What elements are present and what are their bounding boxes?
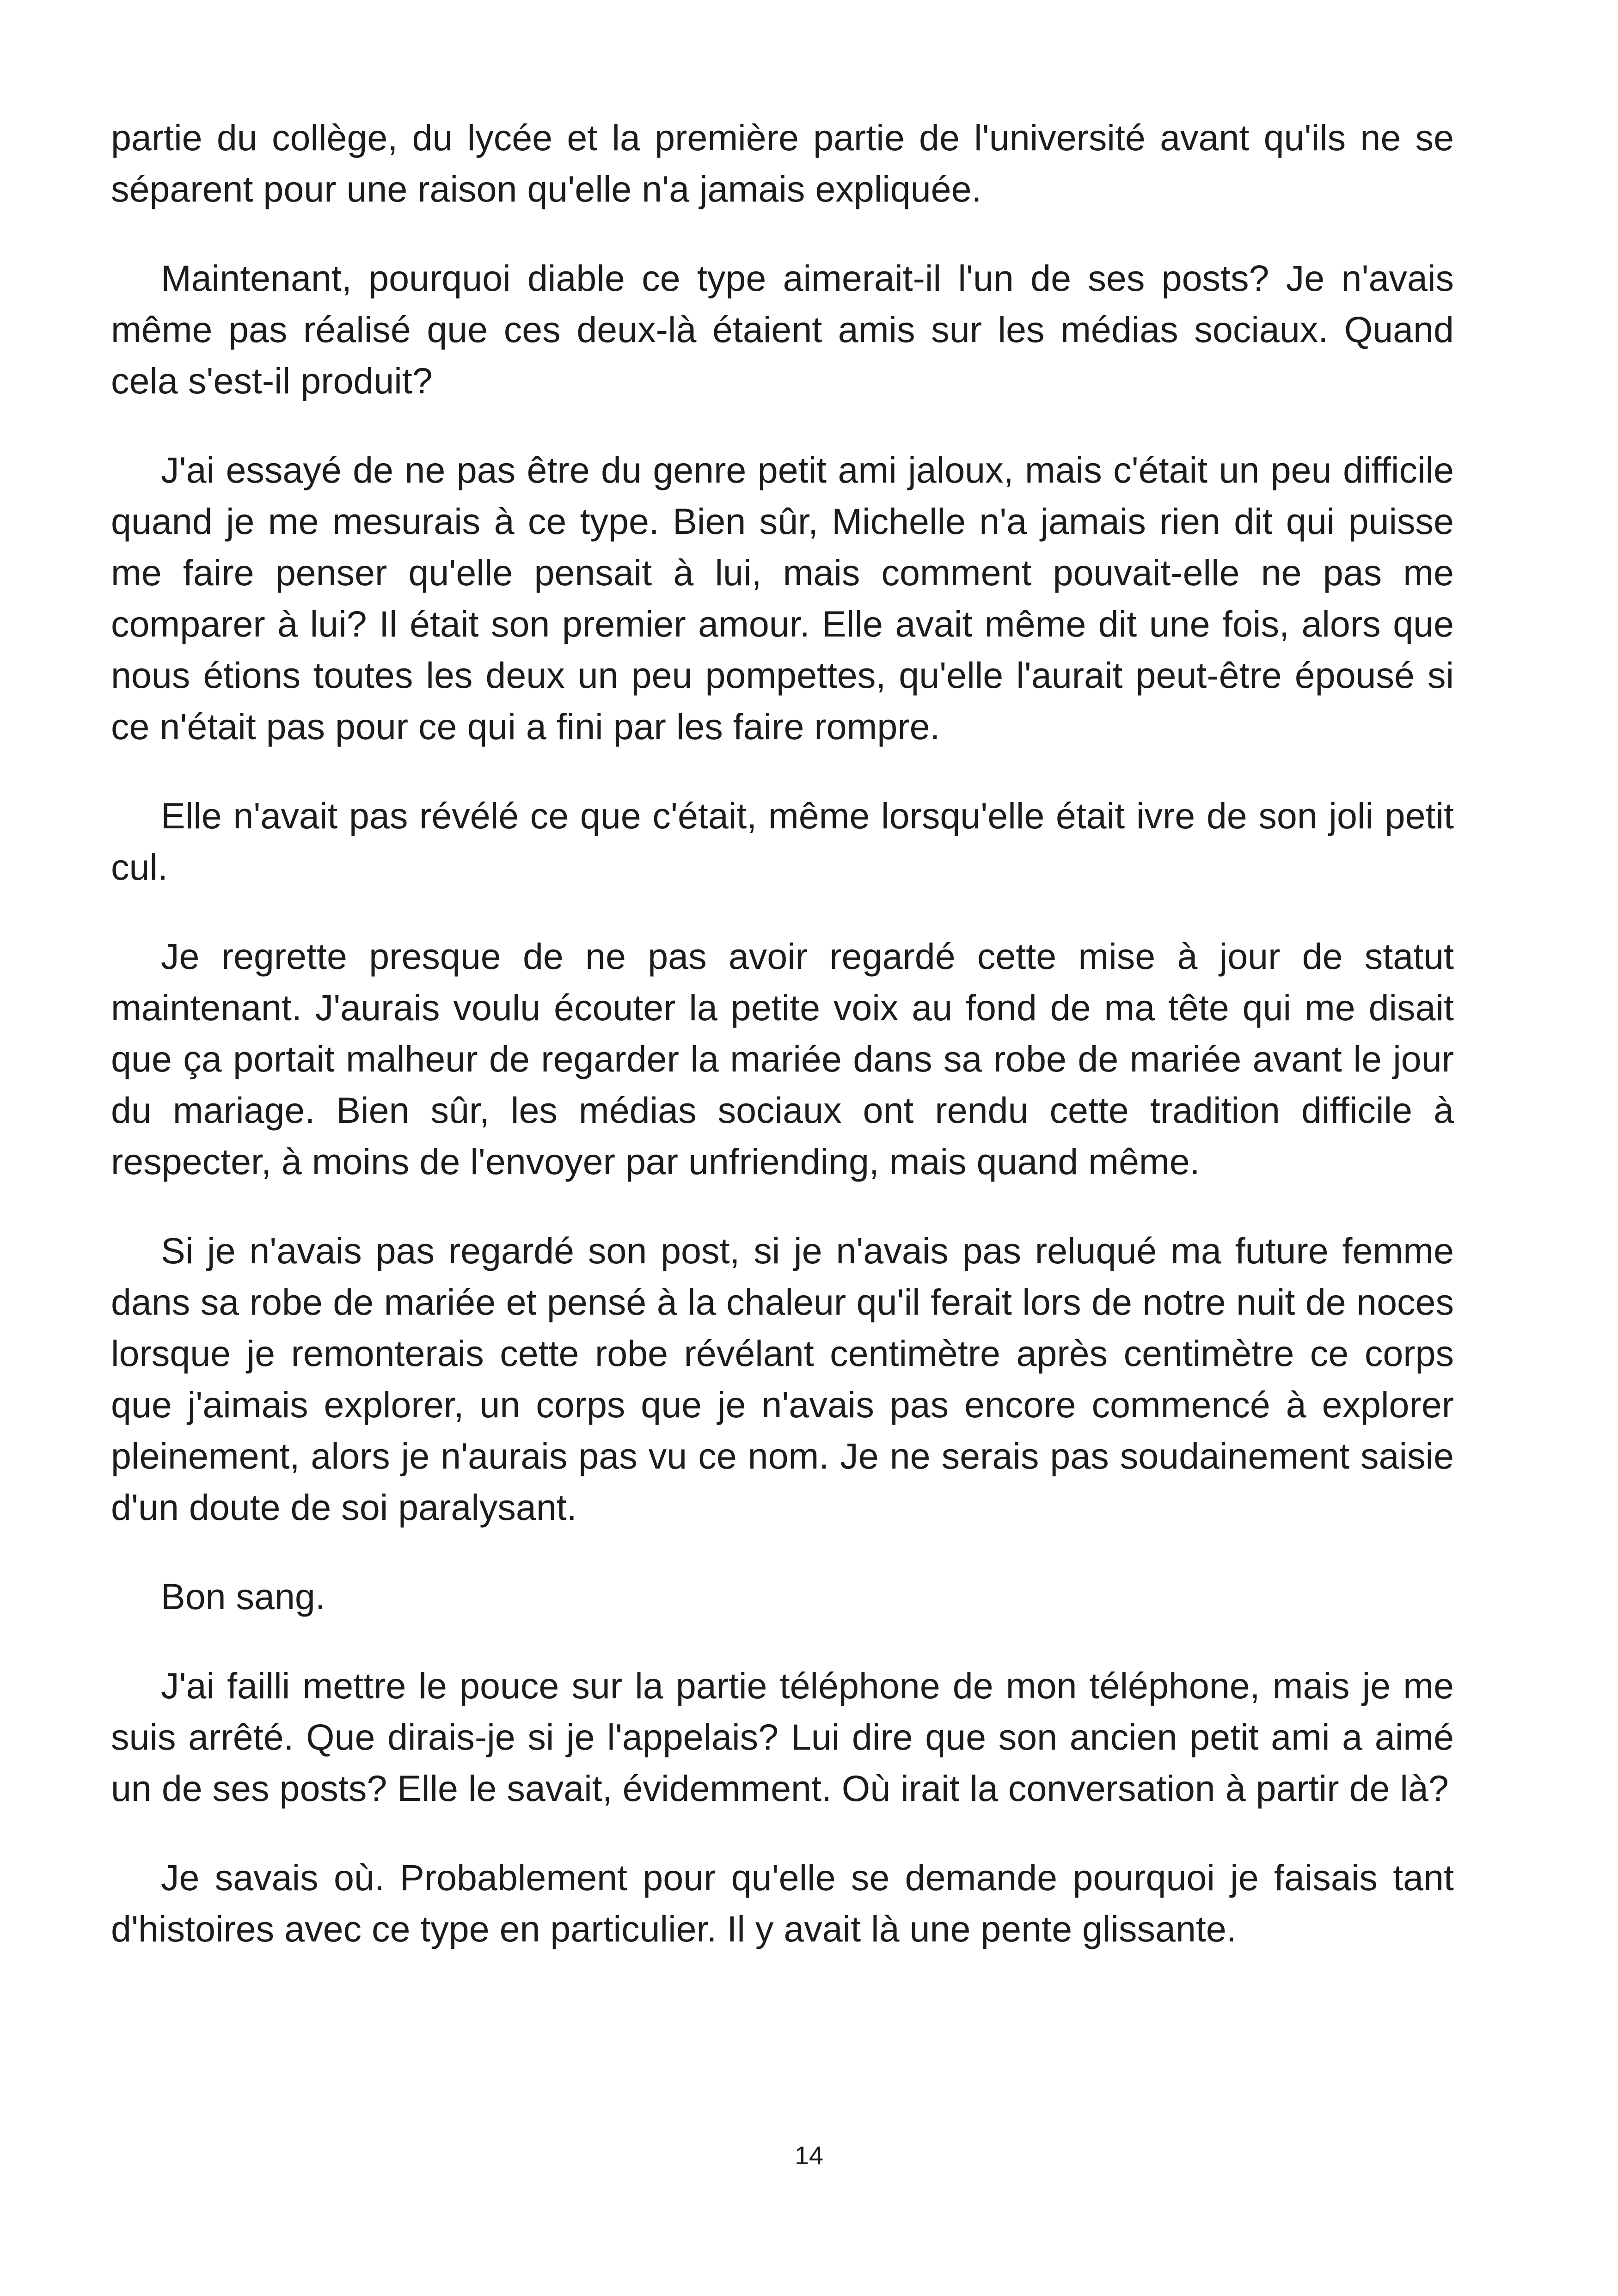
paragraph-1: partie du collège, du lycée et la première partie de l'université avant qu'ils ne se séparent pour une raison qu'elle n'a jamais expliquée. [111,117,1454,209]
paragraph-9: Je savais où. Probablement pour qu'elle se demande pourquoi je faisais tant d'histoires avec ce type en particulier. Il y avait là une pente glissante. [111,1857,1454,1949]
paragraph-5: Je regrette presque de ne pas avoir regardé cette mise à jour de statut maintenant. J'aurais voulu écouter la petite voix au fond de ma tête qui me disait que ça portait malheur de regarder la mariée dans sa robe de mariée avant le jour du mariage. Bien sûr, les médias sociaux ont rendu cette tradition difficile à respecter, à moins de l'envoyer par unfriending, mais quand même. [111,936,1454,1182]
paragraph-7: Bon sang. [161,1576,325,1617]
paragraph-3: J'ai essayé de ne pas être du genre petit ami jaloux, mais c'était un peu difficile quand je me mesurais à ce type. Bien sûr, Michelle n'a jamais rien dit qui puisse me faire penser qu'elle pensait à lui, mais comment pouvait-elle ne pas me comparer à lui? Il était son premier amour. Elle avait même dit une fois, alors que nous étions toutes les deux un peu pompettes, qu'elle l'aurait peut-être épousé si ce n'était pas pour ce qui a fini par les faire rompre. [111,449,1454,747]
paragraph-8: J'ai failli mettre le pouce sur la partie téléphone de mon téléphone, mais je me suis arrêté. Que dirais-je si je l'appelais? Lui dire que son ancien petit ami a aimé un de ses posts? Elle le savait, évidemment. Où irait la conversation à partir de là? [111,1665,1454,1809]
paragraph-6: Si je n'avais pas regardé son post, si je n'avais pas reluqué ma future femme dans sa robe de mariée et pensé à la chaleur qu'il ferait lors de notre nuit de noces lorsque je remonterais cette robe révélant centimètre après centimètre ce corps que j'aimais explorer, un corps que je n'avais pas encore commencé à explorer pleinement, alors je n'aurais pas vu ce nom. Je ne serais pas soudainement saisie d'un doute de soi paralysant. [111,1230,1454,1528]
body-text [111,112,1454,1992]
page-number: 14 [794,2141,824,2170]
paragraph-2: Maintenant, pourquoi diable ce type aimerait-il l'un de ses posts? Je n'avais même pas réalisé que ces deux-là étaient amis sur les médias sociaux. Quand cela s'est-il produit? [111,257,1454,401]
paragraph-4: Elle n'avait pas révélé ce que c'était, même lorsqu'elle était ivre de son joli petit cul. [111,795,1454,888]
